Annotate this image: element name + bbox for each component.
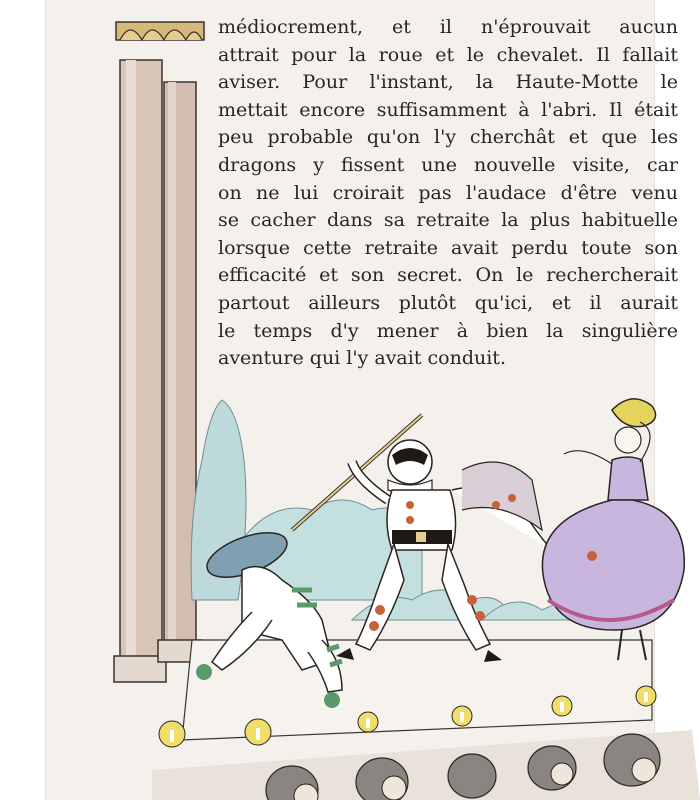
audience [152, 730, 700, 800]
text-line: peu probable qu'on l'y cherchât et que les [218, 126, 678, 149]
body-text [218, 14, 678, 373]
text-line: efficacité et son secret. On le rechercherait [218, 264, 678, 287]
text-line: le temps d'y mener à bien la singulière [218, 319, 678, 342]
text-line: on ne lui croirait pas l'audace d'être venu [218, 181, 678, 204]
text-line: aventure qui l'y avait conduit. [218, 347, 506, 370]
text-line: attrait pour la roue et le chevalet. Il fallait [218, 43, 678, 66]
stage-columns [114, 22, 204, 682]
text-line: aviser. Pour l'instant, la Haute-Motte le [218, 71, 678, 94]
text-line: se cacher dans sa retraite la plus habituelle [218, 209, 678, 232]
lady-figure [542, 399, 684, 660]
text-line: dragons y fissent une nouvelle visite, car [218, 153, 678, 176]
text-line: lorsque cette retraite avait perdu toute son [218, 236, 678, 259]
book-page [46, 0, 678, 800]
text-line: partout ailleurs plutôt qu'ici, et il aurait [218, 291, 678, 314]
text-line: mettait encore suffisamment à l'abri. Il était [218, 98, 678, 121]
text-line: médiocrement, et il n'éprouvait aucun [218, 16, 678, 38]
